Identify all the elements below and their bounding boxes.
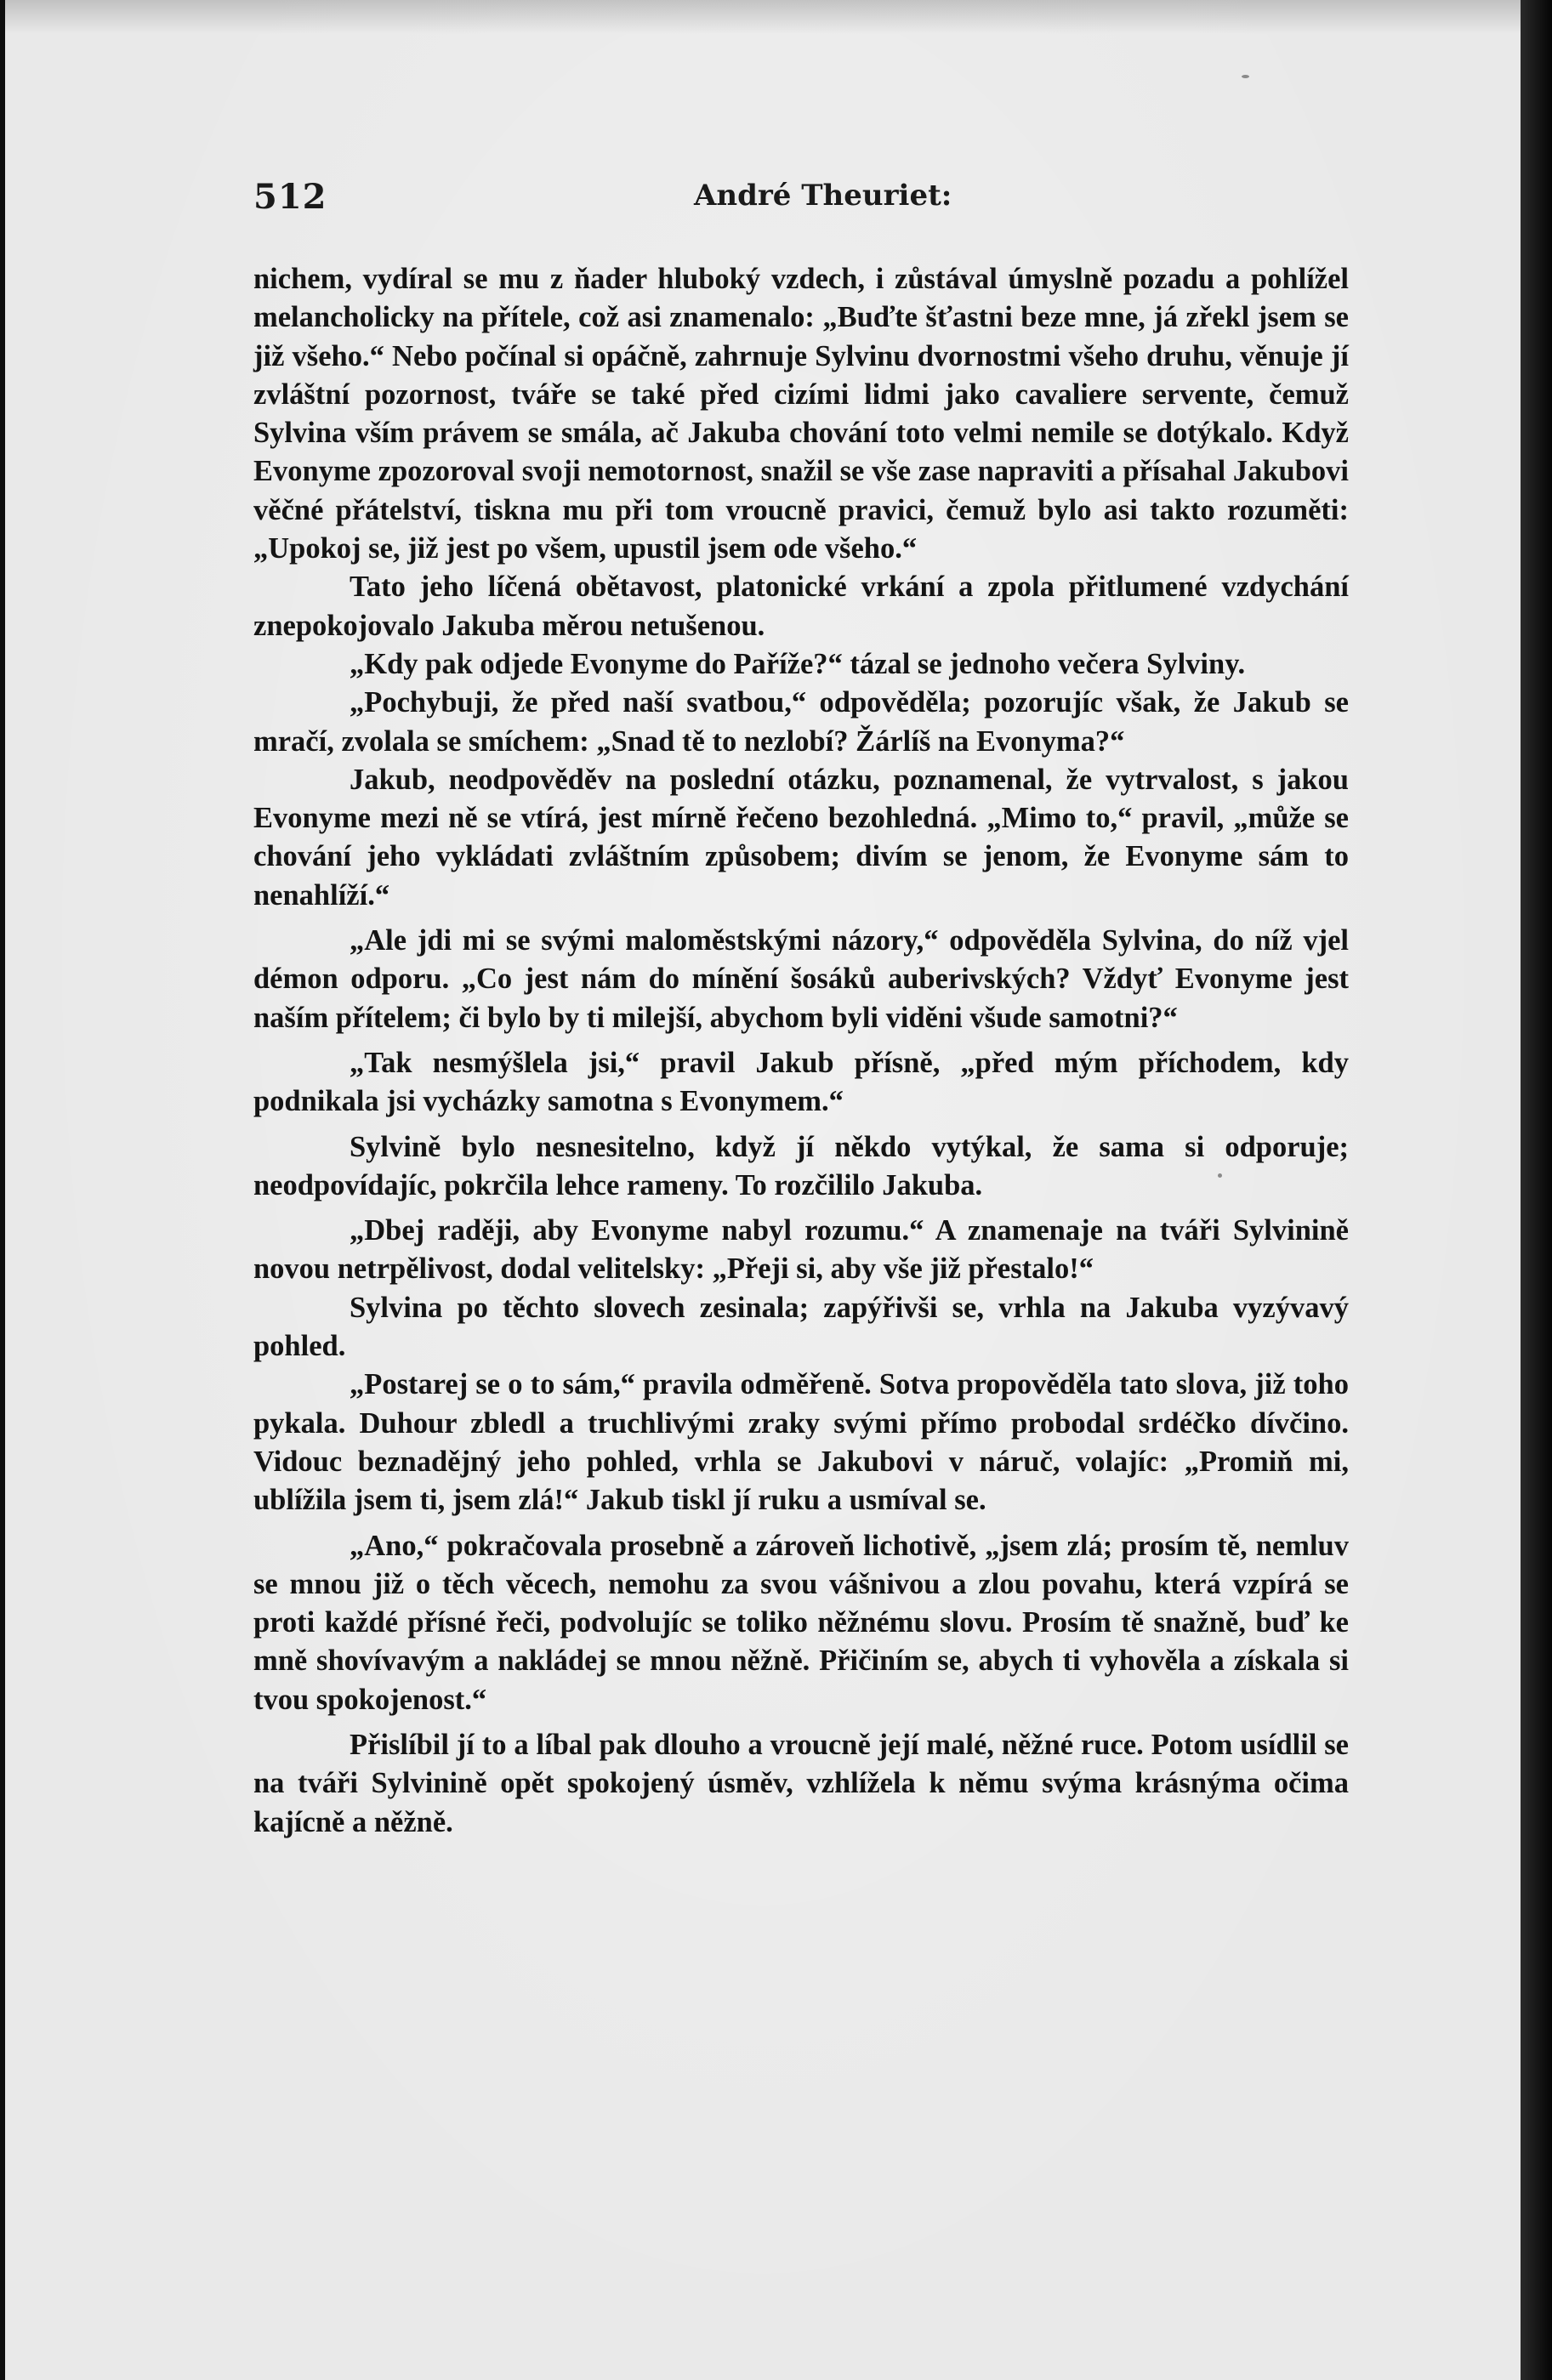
- scan-speck: [1242, 75, 1249, 78]
- paragraph: Přislíbil jí to a líbal pak dlouho a vroucně její malé, něžné ruce. Potom usídlil se na tváři Sylvinině opět spokojený úsměv, vzhlížela k němu svýma krásnýma očima kajícně a něžně.: [253, 1728, 1349, 1838]
- body-text: [253, 260, 1349, 1842]
- paragraph: Sylvině bylo nesnesitelno, když jí někdo vytýkal, že sama si odporuje; neodpovídajíc, pokrčila lehce rameny. To rozčililo Jakuba.: [253, 1130, 1349, 1201]
- scan-edge: [1521, 0, 1552, 2380]
- paragraph: Tato jeho líčená obětavost, platonické vrkání a zpola přitlumené vzdychání znepokojovalo Jakuba měrou netušenou.: [253, 571, 1349, 642]
- paragraph: nichem, vydíral se mu z ňader hluboký vzdech, i zůstával úmyslně pozadu a pohlížel melancholicky na přítele, což asi znamenalo: „Buďte šťastni beze mne, já zřekl jsem se již všeho.“ Nebo počínal si opáčně, zahrnuje Sylvinu dvornostmi všeho druhu, věnuje jí zvláštní pozornost, tváře se také před cizími lidmi jako cavaliere servente, čemuž Sylvina vším právem se smála, ač Jakuba chování toto velmi nemile se dotýkalo. Když Evonyme zpozoroval svoji nemotornost, snažil se vše zase napraviti a přísahal Jakubovi věčné přátelství, tiskna mu při tom vroucně pravici, čemuž bylo asi takto rozuměti: „Upokoj se, již jest po všem, upustil jsem ode všeho.“: [253, 263, 1349, 565]
- paragraph: „Ale jdi mi se svými maloměstskými názory,“ odpověděla Sylvina, do níž vjel démon odporu. „Co jest nám do mínění šosáků auberivských? Vždyť Evonyme jest naším přítelem; či bylo by ti milejší, abychom byli viděni všude samotni?“: [253, 924, 1349, 1034]
- paragraph: „Ano,“ pokračovala prosebně a zároveň lichotivě, „jsem zlá; prosím tě, nemluv se mnou již o těch věcech, nemohu za svou vášnivou a zlou povahu, která vzpírá se proti každé přísné řeči, podvolujíc se toliko něžnému slovu. Prosím tě snažně, buď ke mně shovívavým a nakládej se mnou něžně. Přičiním se, abych ti vyhověla a získala si tvou spokojenost.“: [253, 1529, 1349, 1716]
- paragraph: „Tak nesmýšlela jsi,“ pravil Jakub přísně, „před mým příchodem, kdy podnikala jsi vycházky samotna s Evonymem.“: [253, 1046, 1349, 1118]
- paragraph: Sylvina po těchto slovech zesinala; zapýřivši se, vrhla na Jakuba vyzývavý pohled.: [253, 1291, 1349, 1363]
- paragraph: „Postarej se o to sám,“ pravila odměřeně. Sotva propověděla tato slova, již toho pykala. Duhour zbledl a truchlivými zraky svými přímo probodal srdéčko dívčino. Vidouc beznadějný jeho pohled, vrhla se Jakubovi v náruč, volajíc: „Promiň mi, ublížila jsem ti, jsem zlá!“ Jakub tiskl jí ruku a usmíval se.: [253, 1368, 1349, 1517]
- page-header: [253, 177, 1347, 219]
- paragraph: „Kdy pak odjede Evonyme do Paříže?“ tázal se jednoho večera Sylviny.: [350, 647, 1246, 680]
- paragraph: „Dbej raději, aby Evonyme nabyl rozumu.“ A znamenaje na tváři Sylvinině novou netrpělivost, dodal velitelsky: „Přeji si, aby vše již přestalo!“: [253, 1214, 1349, 1286]
- page-top-shadow: [5, 0, 1521, 34]
- paragraph: „Pochybuji, že před naší svatbou,“ odpověděla; pozorujíc však, že Jakub se mračí, zvolala se smíchem: „Snad tě to nezlobí? Žárlíš na Evonyma?“: [253, 686, 1349, 758]
- running-head: André Theuriet:: [694, 179, 952, 213]
- paragraph: Jakub, neodpověděv na poslední otázku, poznamenal, že vytrvalost, s jakou Evonyme mezi ně se vtírá, jest mírně řečeno bezohledná. „Mimo to,“ pravil, „může se chování jeho vykládati zvláštním způsobem; divím se jenom, že Evonyme sám to nenahlíží.“: [253, 763, 1349, 912]
- page-number: 512: [253, 177, 327, 217]
